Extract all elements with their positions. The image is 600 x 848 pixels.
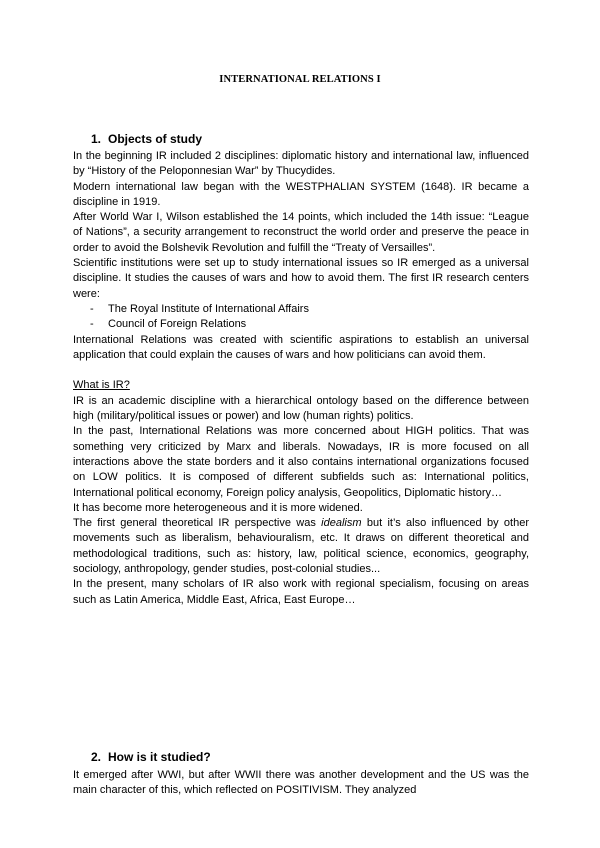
list-marker: - (90, 318, 94, 331)
document-title: INTERNATIONAL RELATIONS I (219, 74, 381, 85)
section-body-how-is-it-studied (73, 768, 529, 799)
list-item: - The Royal Institute of International Affairs (73, 302, 529, 317)
research-centers-list (73, 302, 529, 333)
section-heading-how-is-it-studied (91, 750, 211, 764)
emphasis-idealism: idealism (321, 517, 362, 530)
section-title: How is it studied? (108, 750, 211, 764)
section-number: 2. (91, 750, 102, 764)
section-body-objects-of-study (73, 149, 529, 608)
subheading-what-is-ir: What is IR? (73, 379, 130, 392)
paragraph: In the beginning IR included 2 disciplines: diplomatic history and international law, influenced by “History of the Peloponnesian War” by Thucydides. (73, 150, 529, 178)
section-heading-objects-of-study (91, 132, 202, 146)
paragraph: In the past, International Relations was more concerned about HIGH politics. That was something very criticized by Marx and liberals. Nowadays, IR is more focused on all interactions above the state borders and it also contains international organizations focused on LOW politics. It is composed of different subfields such as: International politics, International political economy, Foreign policy analysis, Geopolitics, Diplomatic history… (73, 425, 529, 499)
section-number: 1. (91, 132, 102, 146)
paragraph: International Relations was created with scientific aspirations to establish an universal application that could explain the causes of wars and how politicians can avoid them. (73, 333, 529, 361)
paragraph: Modern international law began with the WESTPHALIAN SYSTEM (1648). IR became a discipline in 1919. (73, 180, 529, 208)
section-title: Objects of study (108, 132, 203, 146)
paragraph: IR is an academic discipline with a hierarchical ontology based on the difference between high (military/political issues or power) and low (human rights) politics. (73, 394, 529, 423)
paragraph: In the present, many scholars of IR also work with regional specialism, focusing on areas such as Latin America, Middle East, Africa, East Europe… (73, 578, 529, 606)
paragraph: It has become more heterogeneous and it is more widened. (73, 501, 363, 514)
list-marker: - (90, 302, 94, 315)
paragraph: After World War I, Wilson established the 14 points, which included the 14th issue: “League of Nations”, a security arrangement to reconstruct the world order and preserve the peace in order to avoid the Bolshevik Revolution and fulfill the “Treaty of Versailles”. (73, 211, 529, 254)
paragraph: It emerged after WWI, but after WWII there was another development and the US was the main character of this, which reflected on POSITIVISM. They analyzed (73, 769, 529, 797)
paragraph: Scientific institutions were set up to study international issues so IR emerged as a universal discipline. It studies the causes of wars and how to avoid them. The first IR research centers were: (73, 257, 529, 300)
paragraph: The first general theoretical IR perspective was idealism but it’s also influenced by other movements such as liberalism, behaviouralism, etc. It draws on different theoretical and methodological traditions, such as: history, law, political science, economics, geography, sociology, anthropology, gender studies, post-colonial studies... (73, 517, 529, 576)
list-item: - Council of Foreign Relations (73, 317, 529, 332)
